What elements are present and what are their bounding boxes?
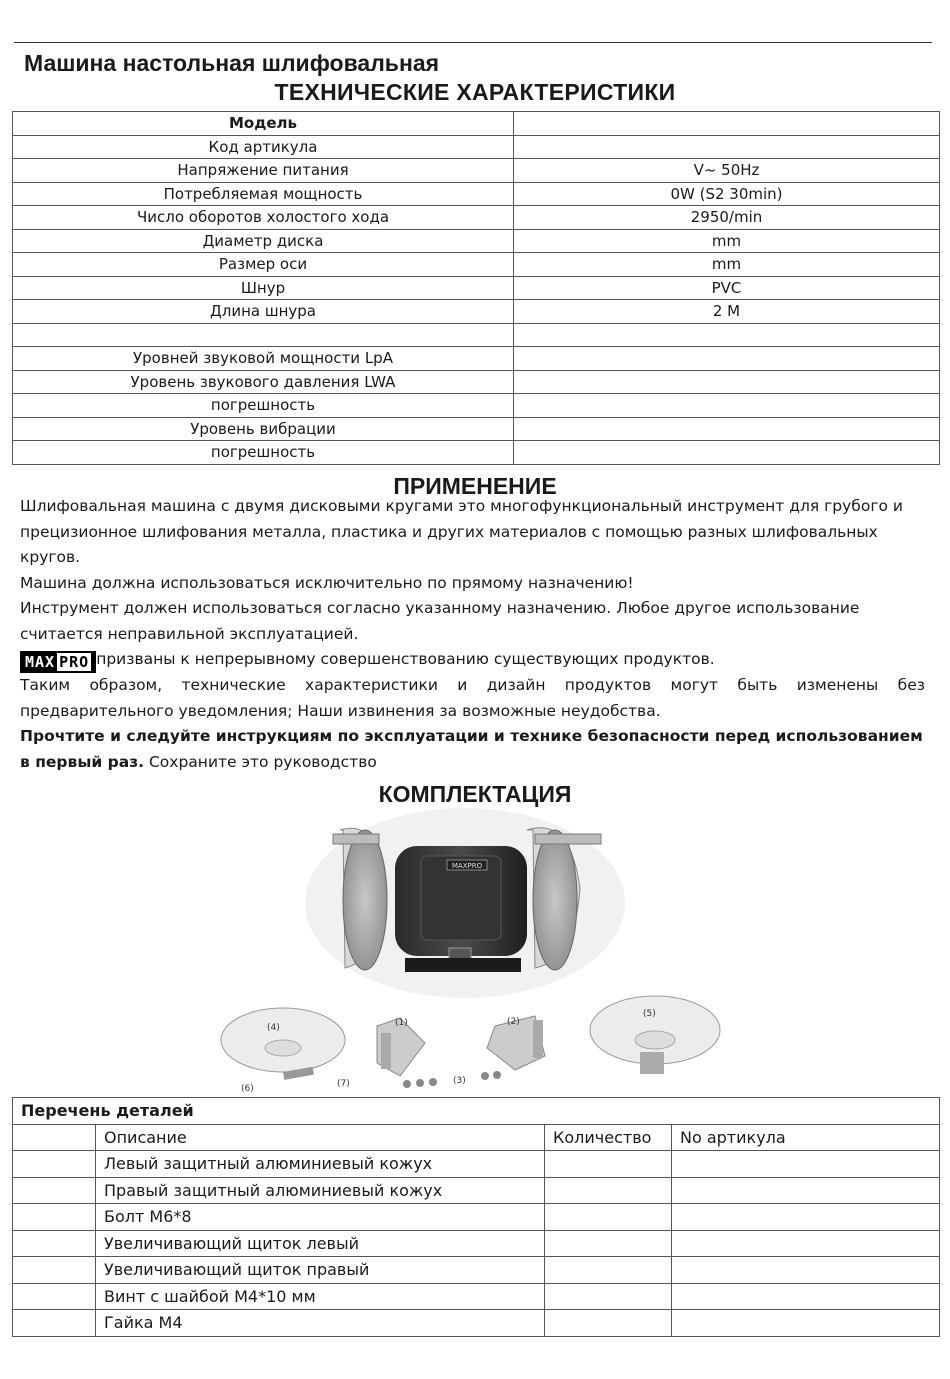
parts-cell: Правый защитный алюминиевый кожух bbox=[96, 1177, 545, 1204]
spec-label: погрешность bbox=[13, 441, 514, 465]
spec-row bbox=[13, 417, 940, 441]
spec-label: Уровень звукового давления LWA bbox=[13, 370, 514, 394]
application-paragraph-6: Прочтите и следуйте инструкциям по эксплуатации и технике безопасности перед использованием в первый раз. Сохраните это руководство bbox=[20, 727, 923, 771]
spec-row bbox=[13, 253, 940, 277]
parts-header-cell: No артикула bbox=[672, 1124, 940, 1151]
motor-housing bbox=[395, 846, 527, 972]
eye-shield-right bbox=[590, 996, 720, 1074]
parts-cell bbox=[545, 1177, 672, 1204]
application-heading: ПРИМЕНЕНИЕ bbox=[393, 473, 557, 499]
spec-row bbox=[13, 135, 940, 159]
parts-cell bbox=[672, 1283, 940, 1310]
parts-cell bbox=[672, 1204, 940, 1231]
spec-label: Шнур bbox=[13, 276, 514, 300]
parts-cell bbox=[13, 1151, 96, 1178]
parts-cell bbox=[545, 1310, 672, 1337]
parts-cell bbox=[672, 1310, 940, 1337]
parts-header-cell bbox=[13, 1124, 96, 1151]
parts-cell bbox=[13, 1257, 96, 1284]
parts-row bbox=[13, 1230, 940, 1257]
application-paragraph-5: Таким образом, технические характеристики и дизайн продуктов могут быть изменены без предварительного уведомления; Наши извинения за возможные неудобства. bbox=[20, 676, 925, 720]
callout-3: (3) bbox=[453, 1076, 466, 1086]
spec-value: PVC bbox=[514, 276, 940, 300]
parts-cell: Винт с шайбой M4*10 мм bbox=[96, 1283, 545, 1310]
spec-value bbox=[514, 323, 940, 347]
spec-label: Число оборотов холостого хода bbox=[13, 206, 514, 230]
spec-label: Код артикула bbox=[13, 135, 514, 159]
kit-heading: КОМПЛЕКТАЦИЯ bbox=[378, 781, 572, 807]
spec-value bbox=[514, 441, 940, 465]
callout-4: (4) bbox=[267, 1023, 280, 1033]
spec-table bbox=[12, 111, 940, 465]
spec-value bbox=[514, 112, 940, 136]
application-text bbox=[20, 494, 925, 775]
application-paragraph-3: Инструмент должен использоваться согласно указанному назначению. Любое другое использование считается неправильной эксплуатацией. bbox=[20, 599, 860, 643]
spec-value: 2 M bbox=[514, 300, 940, 324]
application-paragraph-4: MAX PRO призваны к непрерывному совершенствованию существующих продуктов. bbox=[20, 647, 925, 673]
document-title: Машина настольная шлифовальная bbox=[24, 50, 440, 76]
spec-row bbox=[13, 323, 940, 347]
spec-value: 2950/min bbox=[514, 206, 940, 230]
parts-cell bbox=[545, 1230, 672, 1257]
parts-header-cell: Описание bbox=[96, 1124, 545, 1151]
callout-1: (1) bbox=[395, 1018, 408, 1028]
parts-cell bbox=[672, 1151, 940, 1178]
spec-row bbox=[13, 394, 940, 418]
spec-row bbox=[13, 112, 940, 136]
parts-cell bbox=[13, 1177, 96, 1204]
parts-cell bbox=[545, 1151, 672, 1178]
callout-2: (2) bbox=[507, 1017, 520, 1027]
spec-row bbox=[13, 159, 940, 183]
parts-cell: Гайка M4 bbox=[96, 1310, 545, 1337]
parts-cell bbox=[13, 1283, 96, 1310]
application-paragraph-2: Машина должна использоваться исключительно по прямому назначению! bbox=[20, 573, 634, 592]
spec-value: 0W (S2 30min) bbox=[514, 182, 940, 206]
parts-row bbox=[13, 1204, 940, 1231]
spec-row bbox=[13, 229, 940, 253]
parts-title: Перечень деталей bbox=[13, 1098, 940, 1125]
parts-cell: Болт M6*8 bbox=[96, 1204, 545, 1231]
parts-cell bbox=[13, 1230, 96, 1257]
parts-header-row bbox=[13, 1124, 940, 1151]
callout-5: (5) bbox=[643, 1009, 656, 1019]
parts-title-row bbox=[13, 1098, 940, 1125]
spec-row bbox=[13, 300, 940, 324]
spec-value bbox=[514, 417, 940, 441]
spec-row bbox=[13, 441, 940, 465]
parts-cell: Увеличивающий щиток левый bbox=[96, 1230, 545, 1257]
spec-label: Модель bbox=[13, 112, 514, 136]
spec-value: mm bbox=[514, 253, 940, 277]
parts-cell bbox=[13, 1204, 96, 1231]
callout-7: (7) bbox=[337, 1079, 350, 1089]
top-rule bbox=[14, 42, 932, 43]
spec-value: V~ 50Hz bbox=[514, 159, 940, 183]
spec-value bbox=[514, 347, 940, 371]
parts-cell bbox=[545, 1283, 672, 1310]
spec-label: Диаметр диска bbox=[13, 229, 514, 253]
parts-row bbox=[13, 1177, 940, 1204]
grinder-kit-illustration bbox=[215, 808, 735, 1100]
spec-value bbox=[514, 370, 940, 394]
application-paragraph-1: Шлифовальная машина с двумя дисковыми кругами это многофункциональный инструмент для грубого и прецизионное шлифования металла, пластика и других материалов с помощью разных шлифовальных кругов. bbox=[20, 497, 903, 566]
parts-cell bbox=[545, 1257, 672, 1284]
instruction-warning: Прочтите и следуйте инструкциям по эксплуатации и технике безопасности перед использованием в первый раз. bbox=[20, 727, 923, 771]
machine-logo: MAXPRO bbox=[451, 862, 483, 870]
parts-header-cell: Количество bbox=[545, 1124, 672, 1151]
parts-cell bbox=[13, 1310, 96, 1337]
spec-row bbox=[13, 206, 940, 230]
parts-row bbox=[13, 1310, 940, 1337]
parts-row bbox=[13, 1151, 940, 1178]
spec-label: Напряжение питания bbox=[13, 159, 514, 183]
parts-row bbox=[13, 1283, 940, 1310]
spec-value bbox=[514, 135, 940, 159]
spec-label: Уровней звуковой мощности LpA bbox=[13, 347, 514, 371]
parts-cell: Левый защитный алюминиевый кожух bbox=[96, 1151, 545, 1178]
spec-label: Потребляемая мощность bbox=[13, 182, 514, 206]
parts-table bbox=[12, 1097, 940, 1337]
parts-cell bbox=[672, 1230, 940, 1257]
spec-row bbox=[13, 276, 940, 300]
spec-row bbox=[13, 370, 940, 394]
spec-value: mm bbox=[514, 229, 940, 253]
parts-cell bbox=[545, 1204, 672, 1231]
spec-label: Уровень вибрации bbox=[13, 417, 514, 441]
callout-6: (6) bbox=[241, 1084, 254, 1094]
eye-shield-left bbox=[221, 1008, 345, 1080]
parts-cell bbox=[672, 1257, 940, 1284]
parts-cell: Увеличивающий щиток правый bbox=[96, 1257, 545, 1284]
parts-row bbox=[13, 1257, 940, 1284]
bolts-part-3 bbox=[403, 1071, 501, 1088]
maxpro-logo: MAX PRO bbox=[20, 651, 96, 673]
spec-row bbox=[13, 182, 940, 206]
spec-heading: ТЕХНИЧЕСКИЕ ХАРАКТЕРИСТИКИ bbox=[274, 79, 676, 105]
spec-label: Длина шнура bbox=[13, 300, 514, 324]
spec-row bbox=[13, 347, 940, 371]
parts-cell bbox=[672, 1177, 940, 1204]
spec-label: Размер оси bbox=[13, 253, 514, 277]
spec-value bbox=[514, 394, 940, 418]
spec-label bbox=[13, 323, 514, 347]
spec-label: погрешность bbox=[13, 394, 514, 418]
